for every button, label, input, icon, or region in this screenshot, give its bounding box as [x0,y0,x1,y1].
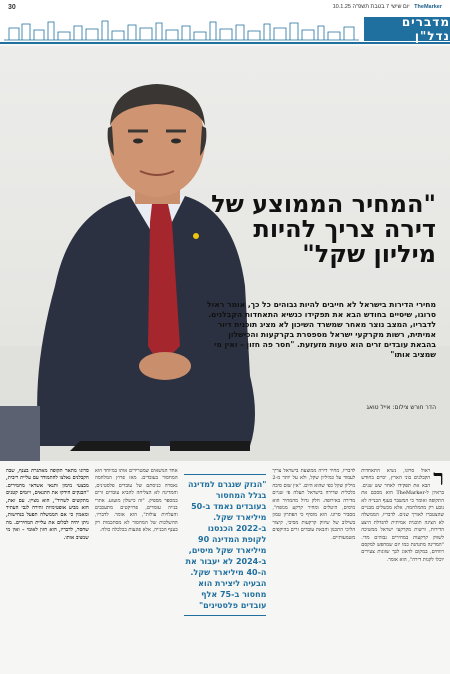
article-body [6,468,444,668]
page-number: 30 [8,3,16,11]
column-text: סרוגו מתאר תקופה מאתגרת בענף, שבה הקבלנים נאלצו להתמודד עם עליית ריבית, מבצעי מימון ותנאי אשראי מחמירים. "הבנקים הידקו את התנאים, ויזמים קטנים מתקשים לשרוד", הוא מציין. עם זאת, הוא מביע אופטימיות זהירה לגבי העתיד ומאמין כי אם הממשלה תפעל בנחישות, ניתן יהיה לבלום את עליית המחירים. מה שחסר, לדבריו, הוא חזון לאומי – ואין מי שמציב אותו. [6,468,89,541]
section-title: מדברים נדל"ן [364,17,450,41]
drop-cap: ר [433,468,444,491]
pull-quote: "הנזק שנגרם למדינה בגלל המחסור בעובדים נאמד ב-50 מיליארד שקל. ב-2022 הכנסנו לקופת המדינה 90 מיליארד שקל מיסים, ב-2024 לא יעבור את ה-40 מיליארד שקל. הבעיה ליצירת הוא מחסור ב-75 אלף עובדים פלסטינים" [184,474,267,616]
column-text: ראול סרוגו, נשיא התאחדות הקבלנים בוני הארץ, יסיים בחודש הבא את תפקידו לאחר שש שנים. בראיון ל-TheMarker הוא מסכם את התקופה ואומר כי המשבר בענף הבנייה לא נובע רק מהמלחמה, אלא מכשלים מבניים שהצטברו לאורך שנים. לדבריו, הממשלה לא הציגה תוכנית אמיתית להגדלת היצע הדירות, ורשות מקרקעי ישראל ממשיכה לשווק קרקעות במחירים גבוהים מדי. "המדינה מתנהגת כמו יזם שמחפש למקסם רווחים, במקום לדאוג לכך שזוגות צעירים יוכלו לקנות דירה", הוא אומר. [361,468,444,563]
issue-date: יום שישי 7 בטבת תשפ"ה 10.1.25 [332,4,410,10]
article-subhead: מחירי הדירות בישראל לא חייבים להיות גבוהים כל כך, אומר ראול סרוגו, שיסיים בחודש הבא את תפקידו כנשיא התאחדות הקבלנים. לדבריו, המצב נוצר מאחר שמשרד השיכון לא מציג תוכנית דיור אמיתית, רשות מקרקעי ישראל מספסרת בקרקעות והכישלון בהבאת עובדים זרים הוא טעות מזעזעת. "חסר פה חזון – ואין מי שמציב אותו" [207,300,436,359]
section-banner [0,14,450,44]
column-text: אחד הנושאים שמטרידים אותו במיוחד הוא המחסור בעובדים. מאז פרוץ המלחמה נאסרה כניסתם של עובדים פלסטינים, והמדינה לא הצליחה להביא עובדים זרים במספר מספיק. "זה כישלון מזעזע. אתרי בנייה עומדים, פרויקטים מתעכבים והעלויות עולות", הוא אומר. לדבריו, ההשלכות של המחסור לא מסתכמות רק בענף הבנייה, אלא פוגעות בכלכלה כולה. [94,468,178,534]
date-line [333,4,442,10]
author-photo-credit: הדר חורש צילום: אייל טואג [366,404,436,411]
city-skyline-illustration [4,18,359,42]
page-header [0,0,450,14]
article-column-3 [184,468,267,668]
brand-name: TheMarker [414,4,442,10]
column-text: לדבריו, מחיר דירה ממוצעת בישראל צריך לעמוד על כמיליון שקל, ולא על יותר מ-2 מיליון שקל כפי שהוא היום. "אין שום סיבה כלכלית שדירה בישראל תעלה פי שניים מדירה באירופה. חלק גדול מהמחיר הוא מיסים, היטלים ומחיר קרקע מנופח", מסביר סרוגו. הוא מוסיף כי הפתרון טמון בשילוב של שיווק קרקעות מסיבי, קיצור הליכי התכנון והבאת עובדים זרים בהיקפים משמעותיים. [272,468,356,541]
article-column-2 [272,468,355,668]
article-headline: "המחיר הממוצע של דירה צריך להיות מיליון שקל" [211,190,436,268]
article-column-1 [361,468,444,668]
article-column-4 [95,468,178,668]
article-column-5 [6,468,89,668]
